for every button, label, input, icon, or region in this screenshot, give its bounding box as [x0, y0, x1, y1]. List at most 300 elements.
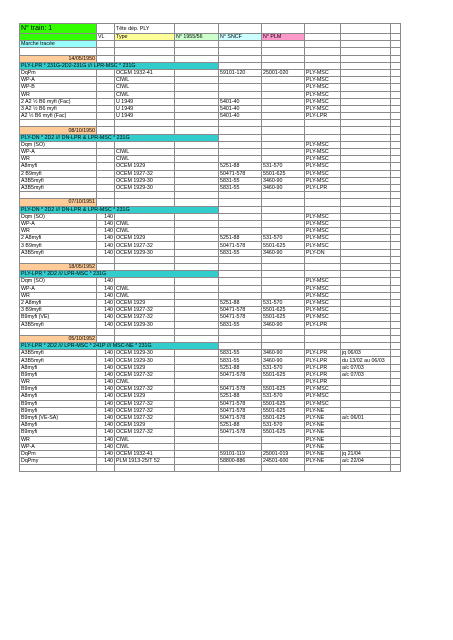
table-row — [20, 414, 401, 421]
n1955-cell — [175, 292, 219, 299]
n1955-cell — [175, 184, 219, 191]
vehicle-cell: WR — [20, 156, 97, 163]
sncf-cell: 50471-578 — [219, 242, 262, 249]
table-row — [20, 242, 401, 249]
type-cell: OCEM 1927-32 — [115, 371, 175, 378]
plm-cell: 25001-020 — [262, 69, 305, 76]
n1955-cell — [175, 458, 219, 465]
vehicle-cell: B9myfi — [20, 429, 97, 436]
vl-cell: 140 — [97, 379, 115, 386]
vl-cell — [97, 177, 115, 184]
table-row — [20, 84, 401, 91]
type-cell — [115, 213, 175, 220]
section-date-row — [20, 55, 401, 62]
sncf-cell — [219, 220, 262, 227]
sncf-cell: 5251-88 — [219, 299, 262, 306]
route-cell: PLY-MSC — [305, 220, 341, 227]
type-cell: CIWL — [115, 379, 175, 386]
vl-cell — [97, 156, 115, 163]
vehicle-cell: WR — [20, 379, 97, 386]
spacer-row — [20, 192, 401, 199]
table-row — [20, 350, 401, 357]
plm-cell: 3460-90 — [262, 184, 305, 191]
plm-cell: 5501-625 — [262, 170, 305, 177]
plm-cell: 5501-625 — [262, 429, 305, 436]
plm-cell: 3460-90 — [262, 249, 305, 256]
note-cell — [341, 422, 391, 429]
sncf-cell: 5251-88 — [219, 235, 262, 242]
note-cell — [341, 429, 391, 436]
sncf-cell — [219, 149, 262, 156]
type-cell: U 1949 — [115, 105, 175, 112]
vl-cell — [97, 113, 115, 120]
note-cell: a/c 07/03 — [341, 364, 391, 371]
section-line-row — [20, 134, 401, 141]
n1955-cell — [175, 393, 219, 400]
vl-cell — [97, 170, 115, 177]
head-marche: Marche tracée — [20, 41, 97, 48]
table-row — [20, 450, 401, 457]
plm-cell — [262, 105, 305, 112]
table-row — [20, 357, 401, 364]
note-cell: a/c 22/04 — [341, 458, 391, 465]
n1955-cell — [175, 149, 219, 156]
spacer-row — [20, 48, 401, 55]
vl-cell — [97, 163, 115, 170]
header-row-1 — [20, 24, 401, 34]
n1955-cell — [175, 443, 219, 450]
type-cell: CIWL — [115, 77, 175, 84]
note-cell — [341, 285, 391, 292]
vehicle-cell: 3 B9myfi — [20, 242, 97, 249]
plm-cell: 3460-90 — [262, 357, 305, 364]
vehicle-cell: A3B5myfi — [20, 357, 97, 364]
table-row — [20, 91, 401, 98]
section-date: 07/10/1951 — [20, 199, 97, 206]
route-cell: PLY-LPR — [305, 357, 341, 364]
plm-cell: 3460-90 — [262, 177, 305, 184]
sncf-cell: 58800-886 — [219, 458, 262, 465]
route-cell: PLY-MSC — [305, 292, 341, 299]
route-cell: PLY-MSC — [305, 91, 341, 98]
vehicle-cell: WR — [20, 91, 97, 98]
vl-cell: 140 — [97, 285, 115, 292]
n1955-cell — [175, 379, 219, 386]
note-cell — [341, 321, 391, 328]
note-cell — [341, 213, 391, 220]
type-cell: CIWL — [115, 149, 175, 156]
note-cell — [341, 235, 391, 242]
vehicle-cell: DqPm — [20, 69, 97, 76]
vehicle-cell: WP-A — [20, 220, 97, 227]
vehicle-cell: A8myfi — [20, 393, 97, 400]
sncf-cell: 50471-578 — [219, 400, 262, 407]
note-cell — [341, 113, 391, 120]
vl-cell — [97, 91, 115, 98]
plm-cell — [262, 379, 305, 386]
n1955-cell — [175, 422, 219, 429]
type-cell: OCEM 1927-32 — [115, 429, 175, 436]
vl-cell: 140 — [97, 220, 115, 227]
sncf-cell: 50471-578 — [219, 414, 262, 421]
route-cell: PLY-MSC — [305, 156, 341, 163]
plm-cell: 531-570 — [262, 163, 305, 170]
table-row — [20, 235, 401, 242]
vehicle-cell: Dqm (SO) — [20, 278, 97, 285]
note-cell: a/c 06/01 — [341, 414, 391, 421]
plm-cell: 5501-625 — [262, 307, 305, 314]
plm-cell: 5501-625 — [262, 400, 305, 407]
table-row — [20, 429, 401, 436]
note-cell — [341, 156, 391, 163]
note-cell — [341, 242, 391, 249]
note-cell — [341, 278, 391, 285]
n1955-cell — [175, 220, 219, 227]
route-cell: PLY-LPR — [305, 350, 341, 357]
vehicle-cell: WR — [20, 228, 97, 235]
vehicle-cell: 3 B9myfi — [20, 307, 97, 314]
n1955-cell — [175, 84, 219, 91]
n1955-cell — [175, 386, 219, 393]
head-type: Type — [115, 34, 175, 41]
n1955-cell — [175, 170, 219, 177]
type-cell: CIWL — [115, 285, 175, 292]
type-cell: OCEM 1929-30 — [115, 350, 175, 357]
section-date-row — [20, 335, 401, 342]
sncf-cell: 50471-578 — [219, 170, 262, 177]
route-cell: PLY-NE — [305, 414, 341, 421]
sncf-cell: 50471-578 — [219, 386, 262, 393]
plm-cell: 531-570 — [262, 422, 305, 429]
route-cell: PLY-NE — [305, 422, 341, 429]
n1955-cell — [175, 235, 219, 242]
route-cell: PLY-NE — [305, 443, 341, 450]
n1955-cell — [175, 113, 219, 120]
sncf-cell: 5401-40 — [219, 105, 262, 112]
plm-cell: 5501-625 — [262, 314, 305, 321]
header-row-2 — [20, 34, 401, 41]
note-cell — [341, 228, 391, 235]
note-cell — [341, 105, 391, 112]
vehicle-cell: WP-B — [20, 84, 97, 91]
type-cell — [115, 141, 175, 148]
head-plm: N° PLM — [262, 34, 305, 41]
plm-cell: 531-570 — [262, 235, 305, 242]
route-cell: PLY-MSC — [305, 77, 341, 84]
sncf-cell: 59101-119 — [219, 450, 262, 457]
spacer-row — [20, 120, 401, 127]
vl-cell: 140 — [97, 364, 115, 371]
sncf-cell: 50471-578 — [219, 371, 262, 378]
vl-cell: 140 — [97, 249, 115, 256]
type-cell — [115, 278, 175, 285]
route-cell: PLY-MSC — [305, 242, 341, 249]
sncf-cell — [219, 156, 262, 163]
table-row — [20, 285, 401, 292]
note-cell — [341, 141, 391, 148]
note-cell — [341, 407, 391, 414]
type-cell: OCEM 1927-32 — [115, 242, 175, 249]
plm-cell — [262, 443, 305, 450]
n1955-cell — [175, 429, 219, 436]
note-cell — [341, 436, 391, 443]
route-cell: PLY-LPR — [305, 184, 341, 191]
table-row — [20, 321, 401, 328]
vl-cell: 140 — [97, 443, 115, 450]
vl-cell: 140 — [97, 371, 115, 378]
sncf-cell: 5831-55 — [219, 184, 262, 191]
note-cell — [341, 170, 391, 177]
plm-cell — [262, 156, 305, 163]
plm-cell: 531-570 — [262, 364, 305, 371]
route-cell: PLY-MSC — [305, 84, 341, 91]
plm-cell — [262, 77, 305, 84]
table-row — [20, 386, 401, 393]
type-cell: OCEM 1929 — [115, 422, 175, 429]
table-row — [20, 141, 401, 148]
n1955-cell — [175, 91, 219, 98]
sncf-cell — [219, 91, 262, 98]
n1955-cell — [175, 436, 219, 443]
vehicle-cell: B9myfi (VE-SA) — [20, 414, 97, 421]
vl-cell: 140 — [97, 414, 115, 421]
sncf-cell: 5401-40 — [219, 98, 262, 105]
table-row — [20, 170, 401, 177]
n1955-cell — [175, 321, 219, 328]
route-cell: PLY-MSC — [305, 235, 341, 242]
table-row — [20, 393, 401, 400]
type-cell: OCEM 1927-32 — [115, 314, 175, 321]
vehicle-cell: A3B5myfi — [20, 177, 97, 184]
note-cell — [341, 314, 391, 321]
table-row — [20, 407, 401, 414]
sncf-cell — [219, 278, 262, 285]
type-cell: OCEM 1929-30 — [115, 184, 175, 191]
plm-cell — [262, 213, 305, 220]
n1955-cell — [175, 350, 219, 357]
route-cell: PLY-NE — [305, 450, 341, 457]
table-row — [20, 184, 401, 191]
sncf-cell: 50471-578 — [219, 429, 262, 436]
table-row — [20, 379, 401, 386]
table-row — [20, 228, 401, 235]
vl-cell: 140 — [97, 213, 115, 220]
plm-cell: 24501-600 — [262, 458, 305, 465]
spacer-row — [20, 256, 401, 263]
section-date: 05/10/1952 — [20, 335, 97, 342]
type-cell: OCEM 1932-41 — [115, 69, 175, 76]
n1955-cell — [175, 98, 219, 105]
vehicle-cell: 3 A2 ½ B6 myfi — [20, 105, 97, 112]
table-row — [20, 220, 401, 227]
type-cell: CIWL — [115, 220, 175, 227]
route-cell: PLY-MSC — [305, 105, 341, 112]
table-row — [20, 98, 401, 105]
type-cell: CIWL — [115, 228, 175, 235]
sncf-cell: 50471-578 — [219, 407, 262, 414]
vl-cell: 140 — [97, 400, 115, 407]
vl-cell — [97, 105, 115, 112]
vl-cell: 140 — [97, 292, 115, 299]
table-row — [20, 156, 401, 163]
sncf-cell: 5831-55 — [219, 350, 262, 357]
section-date-row — [20, 199, 401, 206]
section-line-description: PLY-DN * 2D2 /// DN-LPR & LPR-MSC * 231G — [20, 134, 219, 141]
route-cell: PLY-LPR — [305, 113, 341, 120]
plm-cell — [262, 436, 305, 443]
type-cell: CIWL — [115, 91, 175, 98]
vl-cell: 140 — [97, 407, 115, 414]
n1955-cell — [175, 228, 219, 235]
table-row — [20, 149, 401, 156]
vl-cell: 140 — [97, 321, 115, 328]
vl-cell — [97, 77, 115, 84]
plm-cell: 531-570 — [262, 393, 305, 400]
vehicle-cell: B9myfi — [20, 407, 97, 414]
sncf-cell: 5831-55 — [219, 177, 262, 184]
route-cell: PLY-MSC — [305, 98, 341, 105]
vl-cell: 140 — [97, 422, 115, 429]
n1955-cell — [175, 314, 219, 321]
table-row — [20, 422, 401, 429]
vl-cell: 140 — [97, 429, 115, 436]
section-line-description: PLY-LPR * 2D2 /// LPR-MSC * 231G — [20, 271, 219, 278]
route-cell: PLY-MSC — [305, 177, 341, 184]
section-line-row — [20, 206, 401, 213]
n1955-cell — [175, 105, 219, 112]
plm-cell: 5501-625 — [262, 371, 305, 378]
vl-cell: 140 — [97, 357, 115, 364]
route-cell: PLY-MSC — [305, 278, 341, 285]
sncf-cell: 5831-55 — [219, 321, 262, 328]
plm-cell — [262, 149, 305, 156]
sncf-cell — [219, 436, 262, 443]
route-cell: PLY-LPR — [305, 321, 341, 328]
type-cell: CIWL — [115, 436, 175, 443]
sncf-cell: 5251-88 — [219, 393, 262, 400]
plm-cell — [262, 292, 305, 299]
route-cell: PLY-MSC — [305, 314, 341, 321]
note-cell — [341, 69, 391, 76]
head-1955: N° 1955/56 — [175, 34, 219, 41]
spacer-row — [20, 465, 401, 472]
vl-cell: 140 — [97, 299, 115, 306]
head-sncf: N° SNCF — [219, 34, 262, 41]
vehicle-cell: WP-A — [20, 285, 97, 292]
section-line-row — [20, 343, 401, 350]
vehicle-cell: WR — [20, 292, 97, 299]
type-cell: CIWL — [115, 292, 175, 299]
route-cell: PLY-MSC — [305, 285, 341, 292]
n1955-cell — [175, 414, 219, 421]
note-cell — [341, 163, 391, 170]
vehicle-cell: B9myfi — [20, 386, 97, 393]
sncf-cell: 5831-55 — [219, 357, 262, 364]
note-cell — [341, 307, 391, 314]
plm-cell: 3460-90 — [262, 321, 305, 328]
section-line-description: PLY-DN * 2D2 /// DN-LPR & LPR-MSC * 231G — [20, 206, 219, 213]
plm-cell: 5501-625 — [262, 414, 305, 421]
route-cell: PLY-MSC — [305, 163, 341, 170]
vehicle-cell: 2 A8myfi — [20, 235, 97, 242]
table-row — [20, 213, 401, 220]
section-date: 08/10/1950 — [20, 127, 97, 134]
table-row — [20, 458, 401, 465]
vehicle-cell: 2 A2 ½ B6 myfi (Fac) — [20, 98, 97, 105]
plm-cell: 3460-90 — [262, 350, 305, 357]
table-row — [20, 400, 401, 407]
sncf-cell: 5401-40 — [219, 113, 262, 120]
sncf-cell — [219, 213, 262, 220]
plm-cell: 5501-625 — [262, 386, 305, 393]
sncf-cell: 50471-578 — [219, 314, 262, 321]
vl-cell: 140 — [97, 436, 115, 443]
type-cell: U 1949 — [115, 98, 175, 105]
note-cell — [341, 177, 391, 184]
route-cell: PLY-NE — [305, 436, 341, 443]
type-cell: OCEM 1927-32 — [115, 407, 175, 414]
vl-cell: 140 — [97, 314, 115, 321]
vehicle-cell: B9myfi — [20, 400, 97, 407]
vl-cell: 140 — [97, 307, 115, 314]
route-cell: PLY-MSC — [305, 213, 341, 220]
route-cell: PLY-MSC — [305, 149, 341, 156]
note-cell — [341, 220, 391, 227]
plm-cell — [262, 228, 305, 235]
route-cell: PLY-MSC — [305, 400, 341, 407]
type-cell: CIWL — [115, 84, 175, 91]
vehicle-cell: A3B5myfi — [20, 184, 97, 191]
n1955-cell — [175, 400, 219, 407]
section-line-description: PLY-LPR * 231G-2D2-231G /// LPR-MSC * 231G — [20, 62, 219, 69]
vl-cell: 140 — [97, 228, 115, 235]
note-cell — [341, 249, 391, 256]
type-cell: OCEM 1929-30 — [115, 249, 175, 256]
vehicle-cell: Dqm (SO) — [20, 213, 97, 220]
section-date: 14/05/1950 — [20, 55, 97, 62]
vl-cell — [97, 149, 115, 156]
n1955-cell — [175, 69, 219, 76]
type-cell: OCEM 1927-32 — [115, 400, 175, 407]
sncf-cell: 5251-88 — [219, 364, 262, 371]
note-cell — [341, 379, 391, 386]
plm-cell — [262, 220, 305, 227]
n1955-cell — [175, 299, 219, 306]
type-cell: OCEM 1929 — [115, 299, 175, 306]
vl-cell: 140 — [97, 278, 115, 285]
vehicle-cell: WR — [20, 436, 97, 443]
header-row-3 — [20, 41, 401, 48]
type-cell: OCEM 1927-32 — [115, 414, 175, 421]
route-cell: PLY-MSC — [305, 228, 341, 235]
plm-cell — [262, 98, 305, 105]
note-cell — [341, 386, 391, 393]
n1955-cell — [175, 242, 219, 249]
type-cell: OCEM 1927-32 — [115, 170, 175, 177]
plm-cell — [262, 285, 305, 292]
route-cell: PLY-LPR — [305, 379, 341, 386]
n1955-cell — [175, 364, 219, 371]
plm-cell: 25001-019 — [262, 450, 305, 457]
vehicle-cell: Dqm (SO) — [20, 141, 97, 148]
vehicle-cell: 2 B9myfi — [20, 170, 97, 177]
section-date: 18/05/1952 — [20, 264, 97, 271]
table-row — [20, 278, 401, 285]
vl-cell — [97, 84, 115, 91]
plm-cell — [262, 278, 305, 285]
sncf-cell — [219, 285, 262, 292]
table-row — [20, 77, 401, 84]
